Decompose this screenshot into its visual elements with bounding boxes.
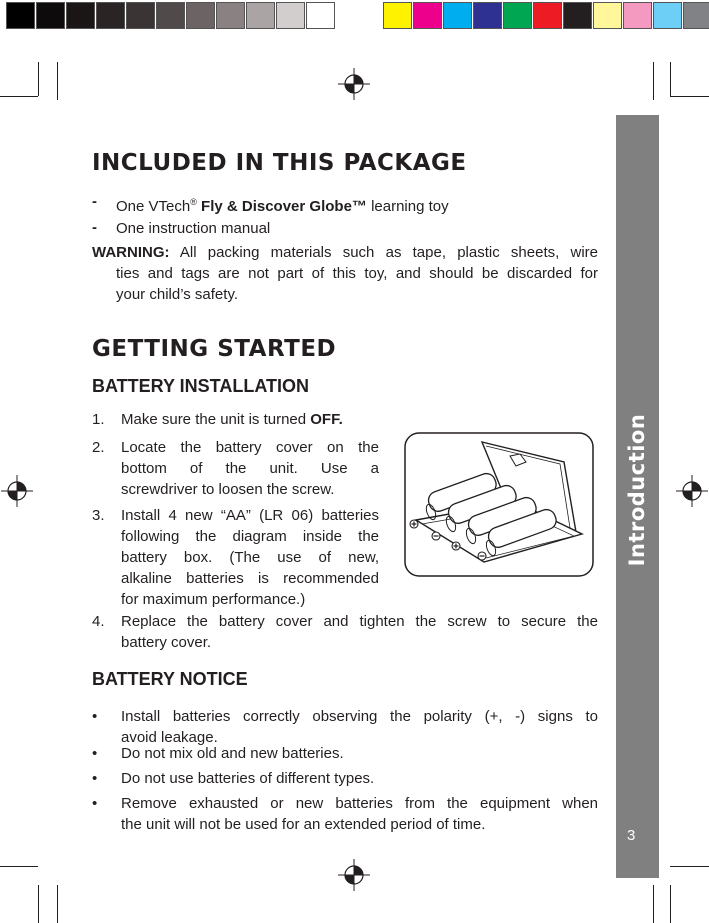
- color-swatch: [6, 2, 35, 29]
- included-heading: INCLUDED IN THIS PACKAGE: [92, 150, 467, 176]
- list-bullet: -: [92, 193, 97, 210]
- list-bullet: •: [92, 708, 98, 725]
- color-swatch: [66, 2, 95, 29]
- color-swatch: [563, 2, 592, 29]
- notice-text: Remove exhausted or new batteries from the equipment when: [121, 795, 598, 812]
- step-text: for maximum performance.): [121, 591, 306, 608]
- step-number: 1.: [92, 411, 105, 428]
- notice-text: Do not use batteries of different types.: [121, 770, 375, 787]
- list-bullet: •: [92, 770, 98, 787]
- color-swatch: [276, 2, 305, 29]
- section-tab-label: Introduction: [625, 413, 649, 567]
- step-text: Locate the battery cover on the: [121, 439, 379, 456]
- process-color-bar: [383, 2, 709, 29]
- notice-text: Install batteries correctly observing the polarity (+, -) signs to: [121, 708, 598, 725]
- step-text: bottom of the unit. Use a: [121, 460, 379, 477]
- color-swatch: [126, 2, 155, 29]
- color-swatch: [413, 2, 442, 29]
- battery-notice-heading: BATTERY NOTICE: [92, 669, 248, 689]
- warning-line: ties and tags are not part of this toy, and should be discarded for: [116, 265, 598, 282]
- step-text: screwdriver to loosen the screw.: [121, 481, 335, 498]
- step-text: Make sure the unit is turned OFF.: [121, 411, 343, 428]
- color-swatch: [623, 2, 652, 29]
- grayscale-color-bar: [6, 2, 336, 29]
- step-text: battery box. (The use of new,: [121, 549, 379, 566]
- color-swatch: [473, 2, 502, 29]
- color-swatch: [246, 2, 275, 29]
- step-text: battery cover.: [121, 634, 212, 651]
- included-item-manual: One instruction manual: [116, 220, 271, 237]
- step-text: alkaline batteries is recommended: [121, 570, 379, 587]
- step-text: Replace the battery cover and tighten the screw to secure the: [121, 613, 598, 630]
- color-swatch: [503, 2, 532, 29]
- registration-mark-icon: [1, 475, 33, 507]
- warning-line: your child’s safety.: [116, 286, 238, 303]
- page-number: 3: [627, 827, 636, 844]
- color-swatch: [36, 2, 65, 29]
- color-swatch: [683, 2, 709, 29]
- list-bullet: •: [92, 795, 98, 812]
- step-text: Install 4 new “AA” (LR 06) batteries: [121, 507, 379, 524]
- list-bullet: -: [92, 219, 97, 236]
- step-number: 4.: [92, 613, 105, 630]
- getting-started-heading: GETTING STARTED: [92, 336, 337, 362]
- notice-text: Do not mix old and new batteries.: [121, 745, 344, 762]
- notice-text: the unit will not be used for an extended period of time.: [121, 816, 486, 833]
- step-text: following the diagram inside the: [121, 528, 379, 545]
- registration-mark-icon: [338, 859, 370, 891]
- battery-box-diagram-icon: [404, 432, 594, 577]
- color-swatch: [156, 2, 185, 29]
- color-swatch: [383, 2, 412, 29]
- included-item-toy: One VTech® Fly & Discover Globe™ learning toy: [116, 197, 449, 215]
- battery-installation-heading: BATTERY INSTALLATION: [92, 376, 309, 396]
- color-swatch: [216, 2, 245, 29]
- registration-mark-icon: [338, 68, 370, 100]
- registration-mark-icon: [676, 475, 708, 507]
- list-bullet: •: [92, 745, 98, 762]
- color-swatch: [593, 2, 622, 29]
- step-number: 3.: [92, 507, 105, 524]
- color-swatch: [306, 2, 335, 29]
- color-swatch: [443, 2, 472, 29]
- color-swatch: [96, 2, 125, 29]
- warning-line: WARNING: All packing materials such as tape, plastic sheets, wire: [92, 244, 598, 261]
- color-swatch: [186, 2, 215, 29]
- step-number: 2.: [92, 439, 105, 456]
- notice-text: avoid leakage.: [121, 729, 218, 746]
- color-swatch: [653, 2, 682, 29]
- color-swatch: [533, 2, 562, 29]
